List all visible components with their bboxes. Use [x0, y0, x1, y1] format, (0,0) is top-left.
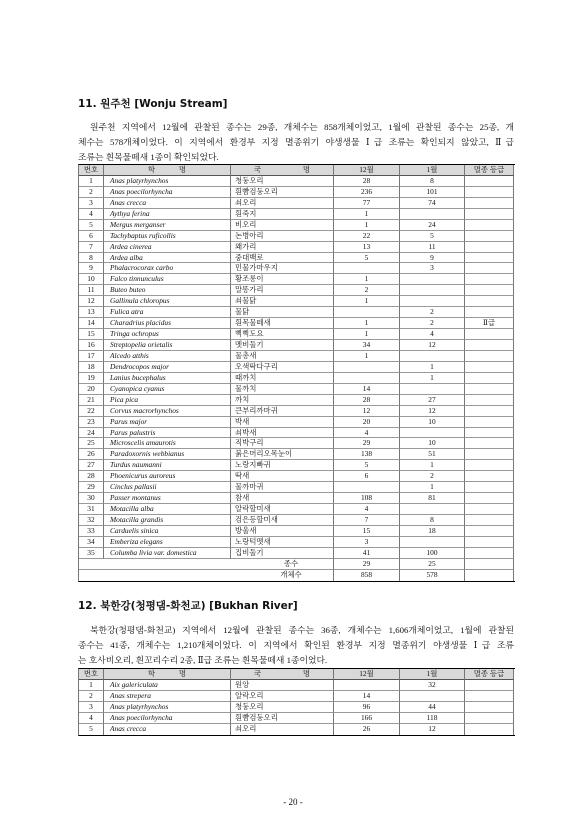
- cell-january-count: 1: [400, 460, 465, 471]
- cell-endangered-grade: [465, 329, 514, 340]
- cell-scientific-name: Anas crecca: [104, 724, 231, 735]
- cell-scientific-name: Alcedo atthis: [104, 351, 231, 362]
- cell-endangered-grade: [465, 449, 514, 460]
- cell-number: 32: [79, 515, 104, 526]
- cell-december-count: 28: [334, 395, 400, 406]
- cell-number: 30: [79, 493, 104, 504]
- cell-endangered-grade: [465, 285, 514, 296]
- cell-number: 23: [79, 417, 104, 428]
- summary-empty-cell: [465, 559, 514, 570]
- cell-endangered-grade: [465, 231, 514, 242]
- cell-scientific-name: Tachybaptus ruficollis: [104, 231, 231, 242]
- cell-number: 2: [79, 187, 104, 198]
- cell-scientific-name: Emberiza elegans: [104, 537, 231, 548]
- summary-empty-cell: [465, 570, 514, 581]
- cell-december-count: 28: [334, 176, 400, 187]
- cell-number: 28: [79, 471, 104, 482]
- cell-december-count: 2: [334, 285, 400, 296]
- cell-january-count: 11: [400, 242, 465, 253]
- bird-survey-table-bukhan-river: [78, 668, 515, 736]
- cell-january-count: 10: [400, 417, 465, 428]
- cell-number: 17: [79, 351, 104, 362]
- cell-december-count: 7: [334, 515, 400, 526]
- cell-korean-name: 쇠물닭: [231, 296, 334, 307]
- cell-korean-name: 흰목물떼새: [231, 318, 334, 329]
- cell-number: 3: [79, 198, 104, 209]
- section-paragraph-bukhan-river: [78, 623, 514, 668]
- cell-korean-name: 민물가마우지: [231, 263, 334, 274]
- bird-survey-table-wonju-stream: [78, 164, 515, 582]
- cell-scientific-name: Corvus macrorhynchos: [104, 406, 231, 417]
- cell-january-count: 8: [400, 515, 465, 526]
- cell-scientific-name: Aythya ferina: [104, 209, 231, 220]
- cell-scientific-name: Falco tinnunculus: [104, 274, 231, 285]
- cell-korean-name: 논병아리: [231, 231, 334, 242]
- cell-endangered-grade: [465, 526, 514, 537]
- cell-december-count: 4: [334, 504, 400, 515]
- cell-korean-name: 참새: [231, 493, 334, 504]
- cell-endangered-grade: [465, 274, 514, 285]
- cell-korean-name: 물닭: [231, 307, 334, 318]
- cell-december-count: 1: [334, 209, 400, 220]
- summary-label: 종수: [79, 559, 334, 570]
- cell-scientific-name: Dendrocopos major: [104, 362, 231, 373]
- cell-scientific-name: Anas strepera: [104, 691, 231, 702]
- cell-number: 3: [79, 702, 104, 713]
- cell-korean-name: 왜가리: [231, 242, 334, 253]
- cell-january-count: [400, 285, 465, 296]
- cell-december-count: 1: [334, 351, 400, 362]
- cell-january-count: 1: [400, 362, 465, 373]
- header-endangered-grade: 멸종 등급: [465, 165, 514, 176]
- cell-january-count: 118: [400, 713, 465, 724]
- cell-scientific-name: Parus major: [104, 417, 231, 428]
- cell-scientific-name: Turdus naumanni: [104, 460, 231, 471]
- page-number: - 20 -: [283, 797, 303, 807]
- cell-endangered-grade: [465, 548, 514, 559]
- cell-december-count: 166: [334, 713, 400, 724]
- cell-december-count: 41: [334, 548, 400, 559]
- cell-december-count: 4: [334, 428, 400, 439]
- cell-korean-name: 말똥가리: [231, 285, 334, 296]
- cell-endangered-grade: [465, 351, 514, 362]
- cell-endangered-grade: [465, 209, 514, 220]
- cell-january-count: 12: [400, 340, 465, 351]
- cell-january-count: 24: [400, 220, 465, 231]
- cell-korean-name: 방울새: [231, 526, 334, 537]
- cell-january-count: 2: [400, 307, 465, 318]
- cell-korean-name: 삑삑도요: [231, 329, 334, 340]
- cell-korean-name: 딱새: [231, 471, 334, 482]
- cell-december-count: 12: [334, 406, 400, 417]
- cell-january-count: 27: [400, 395, 465, 406]
- cell-january-count: 12: [400, 406, 465, 417]
- cell-endangered-grade: [465, 537, 514, 548]
- cell-korean-name: 때까치: [231, 373, 334, 384]
- cell-january-count: [400, 504, 465, 515]
- cell-scientific-name: Charadrius placidus: [104, 318, 231, 329]
- cell-january-count: [400, 351, 465, 362]
- cell-korean-name: 청둥오리: [231, 702, 334, 713]
- cell-number: 9: [79, 263, 104, 274]
- cell-january-count: 81: [400, 493, 465, 504]
- cell-scientific-name: Motacilla alba: [104, 504, 231, 515]
- cell-endangered-grade: [465, 428, 514, 439]
- cell-scientific-name: Fulica atra: [104, 307, 231, 318]
- cell-scientific-name: Anas poecilorhyncha: [104, 713, 231, 724]
- cell-korean-name: 쇠박새: [231, 428, 334, 439]
- cell-number: 8: [79, 253, 104, 264]
- cell-december-count: 14: [334, 691, 400, 702]
- cell-endangered-grade: [465, 373, 514, 384]
- paragraph-line: 원주천 지역에서 12월에 관찰된 종수는 29종, 개체수는 858개체이었고, 1월에 관찰된 종수는 25종, 개: [90, 121, 514, 132]
- cell-december-count: [334, 680, 400, 691]
- cell-scientific-name: Motacilla grandis: [104, 515, 231, 526]
- cell-january-count: 1: [400, 373, 465, 384]
- cell-number: 5: [79, 724, 104, 735]
- cell-number: 19: [79, 373, 104, 384]
- cell-january-count: [400, 384, 465, 395]
- cell-january-count: 4: [400, 329, 465, 340]
- cell-december-count: [334, 482, 400, 493]
- cell-scientific-name: Gallinula chloropus: [104, 296, 231, 307]
- cell-scientific-name: Paradoxornis webbianus: [104, 449, 231, 460]
- cell-endangered-grade: [465, 176, 514, 187]
- cell-december-count: 13: [334, 242, 400, 253]
- cell-december-count: 14: [334, 384, 400, 395]
- cell-scientific-name: Anas crecca: [104, 198, 231, 209]
- cell-december-count: [334, 373, 400, 384]
- cell-endangered-grade: [465, 417, 514, 428]
- cell-endangered-grade: [465, 504, 514, 515]
- section-heading-wonju-stream: 11. 원주천 [Wonju Stream]: [78, 98, 228, 110]
- header-korean-name: 국 명: [231, 165, 334, 176]
- cell-january-count: [400, 274, 465, 285]
- cell-scientific-name: Anas poecilorhyncha: [104, 187, 231, 198]
- cell-number: 15: [79, 329, 104, 340]
- cell-scientific-name: Parus palustris: [104, 428, 231, 439]
- cell-scientific-name: Aix galericulata: [104, 680, 231, 691]
- cell-number: 22: [79, 406, 104, 417]
- cell-december-count: [334, 307, 400, 318]
- cell-january-count: 1: [400, 482, 465, 493]
- cell-scientific-name: Lanius bucephalus: [104, 373, 231, 384]
- cell-december-count: 77: [334, 198, 400, 209]
- header-december-count: 12월: [334, 165, 400, 176]
- cell-number: 11: [79, 285, 104, 296]
- cell-endangered-grade: [465, 702, 514, 713]
- cell-number: 29: [79, 482, 104, 493]
- cell-january-count: 12: [400, 724, 465, 735]
- paragraph-line: 체수는 578개체이었다. 이 지역에서 환경부 지정 멸종위기 야생생물 Ⅰ급 조류는 확인되지 않았고, Ⅱ급: [78, 136, 514, 147]
- cell-scientific-name: Ardea cinerea: [104, 242, 231, 253]
- cell-december-count: [334, 362, 400, 373]
- cell-endangered-grade: [465, 482, 514, 493]
- cell-january-count: 8: [400, 176, 465, 187]
- cell-endangered-grade: [465, 438, 514, 449]
- cell-scientific-name: Anas platyrhynchos: [104, 702, 231, 713]
- cell-korean-name: 큰부리까마귀: [231, 406, 334, 417]
- cell-scientific-name: Mergus merganser: [104, 220, 231, 231]
- cell-january-count: [400, 209, 465, 220]
- cell-scientific-name: Anas platyrhynchos: [104, 176, 231, 187]
- cell-korean-name: 검은등할미새: [231, 515, 334, 526]
- cell-january-count: 10: [400, 438, 465, 449]
- cell-january-count: 44: [400, 702, 465, 713]
- summary-january-total: 25: [400, 559, 465, 570]
- cell-korean-name: 박새: [231, 417, 334, 428]
- cell-scientific-name: Streptopelia orietalis: [104, 340, 231, 351]
- cell-number: 7: [79, 242, 104, 253]
- cell-korean-name: 오색딱다구리: [231, 362, 334, 373]
- cell-january-count: 18: [400, 526, 465, 537]
- cell-december-count: 96: [334, 702, 400, 713]
- cell-december-count: 6: [334, 471, 400, 482]
- cell-number: 20: [79, 384, 104, 395]
- cell-endangered-grade: [465, 253, 514, 264]
- cell-scientific-name: Buteo buteo: [104, 285, 231, 296]
- cell-korean-name: 물까치: [231, 384, 334, 395]
- cell-december-count: 5: [334, 460, 400, 471]
- paragraph-line: 북한강(청평댐-화천교) 지역에서 12월에 관찰된 종수는 36종, 개체수는 1,606개체이었고, 1월에 관찰된: [90, 624, 514, 635]
- cell-number: 1: [79, 176, 104, 187]
- cell-december-count: 29: [334, 438, 400, 449]
- cell-korean-name: 멧비둘기: [231, 340, 334, 351]
- cell-endangered-grade: [465, 198, 514, 209]
- cell-number: 24: [79, 428, 104, 439]
- cell-number: 16: [79, 340, 104, 351]
- cell-december-count: 26: [334, 724, 400, 735]
- cell-korean-name: 쇠오리: [231, 724, 334, 735]
- cell-january-count: 51: [400, 449, 465, 460]
- cell-endangered-grade: [465, 515, 514, 526]
- cell-endangered-grade: [465, 713, 514, 724]
- summary-december-total: 858: [334, 570, 400, 581]
- cell-december-count: 1: [334, 296, 400, 307]
- header-january-count: 1월: [400, 165, 465, 176]
- cell-endangered-grade: [465, 220, 514, 231]
- cell-number: 18: [79, 362, 104, 373]
- cell-number: 10: [79, 274, 104, 285]
- cell-korean-name: 황조롱이: [231, 274, 334, 285]
- cell-january-count: [400, 691, 465, 702]
- cell-scientific-name: Phoenicurus auroreus: [104, 471, 231, 482]
- paragraph-line: 는 호사비오리, 흰꼬리수리 2종, Ⅱ급 조류는 흰목물떼새 1종이었다.: [78, 654, 328, 665]
- cell-korean-name: 직박구리: [231, 438, 334, 449]
- cell-number: 14: [79, 318, 104, 329]
- cell-january-count: 100: [400, 548, 465, 559]
- cell-january-count: 101: [400, 187, 465, 198]
- cell-korean-name: 알락오리: [231, 691, 334, 702]
- cell-number: 31: [79, 504, 104, 515]
- cell-scientific-name: Pica pica: [104, 395, 231, 406]
- cell-december-count: 5: [334, 253, 400, 264]
- cell-december-count: 3: [334, 537, 400, 548]
- summary-december-total: 29: [334, 559, 400, 570]
- section-heading-bukhan-river: 12. 북한강(청평댐-화천교) [Bukhan River]: [78, 600, 298, 612]
- cell-number: 26: [79, 449, 104, 460]
- cell-scientific-name: Cinclus pallasii: [104, 482, 231, 493]
- cell-number: 13: [79, 307, 104, 318]
- header-number: 번호: [79, 669, 104, 680]
- cell-scientific-name: Tringa ochropus: [104, 329, 231, 340]
- cell-january-count: 5: [400, 231, 465, 242]
- cell-korean-name: 물총새: [231, 351, 334, 362]
- cell-january-count: 74: [400, 198, 465, 209]
- cell-january-count: 2: [400, 471, 465, 482]
- cell-endangered-grade: [465, 493, 514, 504]
- cell-endangered-grade: [465, 406, 514, 417]
- cell-january-count: 32: [400, 680, 465, 691]
- cell-number: 2: [79, 691, 104, 702]
- cell-korean-name: 흰뺨검둥오리: [231, 713, 334, 724]
- cell-korean-name: 알락할미새: [231, 504, 334, 515]
- cell-korean-name: 흰뺨검둥오리: [231, 187, 334, 198]
- cell-january-count: [400, 296, 465, 307]
- cell-endangered-grade: [465, 187, 514, 198]
- cell-endangered-grade: [465, 263, 514, 274]
- cell-number: 12: [79, 296, 104, 307]
- cell-number: 34: [79, 537, 104, 548]
- cell-december-count: 108: [334, 493, 400, 504]
- cell-december-count: 1: [334, 274, 400, 285]
- cell-korean-name: 집비둘기: [231, 548, 334, 559]
- cell-korean-name: 노랑지빠귀: [231, 460, 334, 471]
- cell-december-count: 138: [334, 449, 400, 460]
- cell-endangered-grade: [465, 460, 514, 471]
- cell-korean-name: 물까마귀: [231, 482, 334, 493]
- cell-december-count: 34: [334, 340, 400, 351]
- cell-endangered-grade: Ⅱ급: [465, 318, 514, 329]
- cell-number: 4: [79, 209, 104, 220]
- header-endangered-grade: 멸종 등급: [465, 669, 514, 680]
- cell-december-count: 20: [334, 417, 400, 428]
- cell-january-count: 9: [400, 253, 465, 264]
- header-scientific-name: 학 명: [104, 165, 231, 176]
- cell-endangered-grade: [465, 362, 514, 373]
- cell-december-count: 1: [334, 220, 400, 231]
- cell-scientific-name: Microscelis amaurotis: [104, 438, 231, 449]
- header-december-count: 12월: [334, 669, 400, 680]
- cell-endangered-grade: [465, 384, 514, 395]
- cell-endangered-grade: [465, 395, 514, 406]
- cell-january-count: 3: [400, 263, 465, 274]
- summary-label: 개체수: [79, 570, 334, 581]
- header-january-count: 1월: [400, 669, 465, 680]
- cell-korean-name: 쇠오리: [231, 198, 334, 209]
- cell-january-count: [400, 428, 465, 439]
- cell-endangered-grade: [465, 724, 514, 735]
- cell-december-count: 236: [334, 187, 400, 198]
- header-korean-name: 국 명: [231, 669, 334, 680]
- cell-korean-name: 원앙: [231, 680, 334, 691]
- cell-endangered-grade: [465, 242, 514, 253]
- header-scientific-name: 학 명: [104, 669, 231, 680]
- cell-number: 35: [79, 548, 104, 559]
- cell-endangered-grade: [465, 680, 514, 691]
- cell-number: 25: [79, 438, 104, 449]
- cell-endangered-grade: [465, 691, 514, 702]
- cell-korean-name: 중대백로: [231, 253, 334, 264]
- cell-korean-name: 붉은머리오목눈이: [231, 449, 334, 460]
- cell-endangered-grade: [465, 307, 514, 318]
- cell-endangered-grade: [465, 340, 514, 351]
- cell-korean-name: 비오리: [231, 220, 334, 231]
- header-number: 번호: [79, 165, 104, 176]
- cell-endangered-grade: [465, 471, 514, 482]
- cell-number: 33: [79, 526, 104, 537]
- paragraph-line: 종수는 41종, 개체수는 1,210개체이었다. 이 지역에서 확인된 환경부 지정 멸종위기 야생생물 Ⅰ급 조류: [78, 639, 514, 650]
- cell-december-count: 22: [334, 231, 400, 242]
- cell-december-count: 1: [334, 318, 400, 329]
- cell-scientific-name: Carduelis sinica: [104, 526, 231, 537]
- cell-scientific-name: Columba livia var. domestica: [104, 548, 231, 559]
- cell-scientific-name: Phalacrocorax carbo: [104, 263, 231, 274]
- cell-scientific-name: Cyanopica cyanus: [104, 384, 231, 395]
- cell-scientific-name: Passer montanus: [104, 493, 231, 504]
- cell-december-count: 1: [334, 329, 400, 340]
- cell-number: 4: [79, 713, 104, 724]
- summary-january-total: 578: [400, 570, 465, 581]
- paragraph-line: 조류는 흰목물떼새 1종이 확인되었다.: [78, 151, 219, 162]
- cell-korean-name: 청둥오리: [231, 176, 334, 187]
- cell-january-count: [400, 537, 465, 548]
- cell-december-count: [334, 263, 400, 274]
- cell-korean-name: 노랑턱멧새: [231, 537, 334, 548]
- cell-number: 5: [79, 220, 104, 231]
- cell-number: 27: [79, 460, 104, 471]
- cell-korean-name: 흰죽지: [231, 209, 334, 220]
- cell-korean-name: 까치: [231, 395, 334, 406]
- cell-endangered-grade: [465, 296, 514, 307]
- cell-number: 21: [79, 395, 104, 406]
- cell-number: 6: [79, 231, 104, 242]
- cell-december-count: 15: [334, 526, 400, 537]
- cell-scientific-name: Ardea alba: [104, 253, 231, 264]
- cell-number: 1: [79, 680, 104, 691]
- section-paragraph-wonju-stream: [78, 120, 514, 165]
- cell-january-count: 2: [400, 318, 465, 329]
